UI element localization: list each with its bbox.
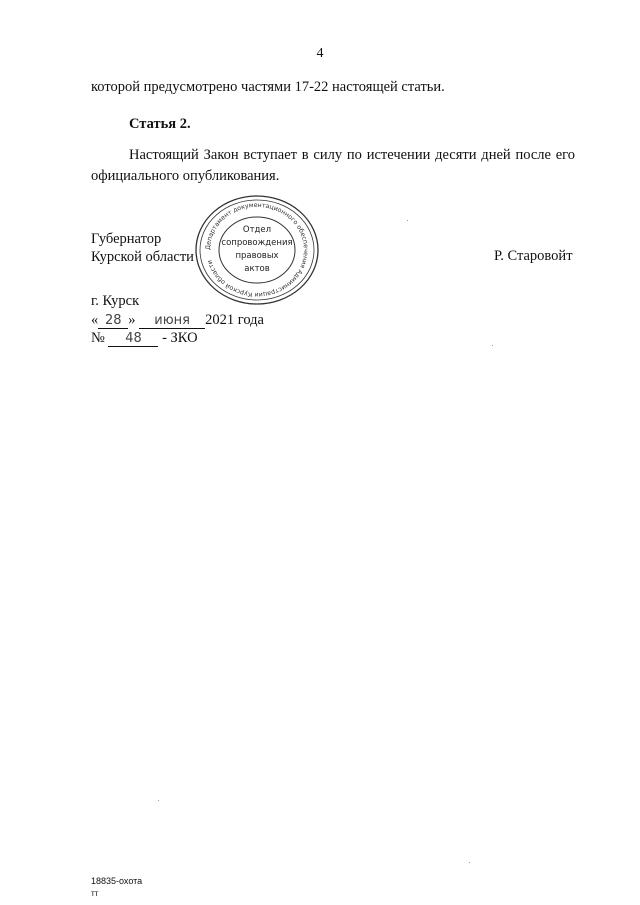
footer-initials: тт	[91, 889, 99, 898]
seal-center-line2: сопровождения	[221, 238, 293, 248]
governor-title-line2: Курской области	[91, 249, 194, 265]
governor-name: Р. Старовойт	[494, 248, 573, 264]
page-number: 4	[316, 46, 324, 61]
scan-speck	[158, 800, 159, 801]
seal-center-line4: актов	[244, 264, 270, 274]
article-heading: Статья 2.	[129, 116, 191, 132]
footer-code: 18835-охота	[91, 876, 143, 886]
law-number-line	[91, 330, 198, 347]
governor-title	[91, 230, 194, 266]
date-close-quote: »	[128, 312, 136, 328]
date-open-quote: «	[91, 312, 99, 328]
seal-center-line3: правовых	[235, 251, 279, 261]
official-seal	[193, 194, 321, 306]
number-sign: №	[91, 330, 105, 346]
article-text-line1: Настоящий Закон вступает в силу по истечении десяти дней после его	[129, 147, 575, 163]
date-day: 28	[98, 313, 128, 329]
law-number-suffix: - ЗКО	[162, 330, 198, 346]
city: г. Курск	[91, 293, 140, 309]
date-year: 2021 года	[205, 312, 264, 328]
scan-speck	[469, 862, 470, 863]
governor-title-line1: Губернатор	[91, 231, 162, 247]
article-text-line2: официального опубликования.	[91, 168, 280, 184]
continuation-text: которой предусмотрено частями 17-22 настоящей статьи.	[91, 79, 445, 95]
date-line	[91, 312, 264, 329]
seal-ring-text: Департамент документационного обеспечения Администрации Курской области	[204, 201, 310, 299]
law-number-value: 48	[108, 331, 158, 347]
scan-speck	[407, 220, 408, 221]
seal-center-line1: Отдел	[242, 225, 272, 235]
date-month: июня	[139, 313, 205, 329]
article-body	[91, 145, 575, 187]
scan-speck	[492, 345, 493, 346]
